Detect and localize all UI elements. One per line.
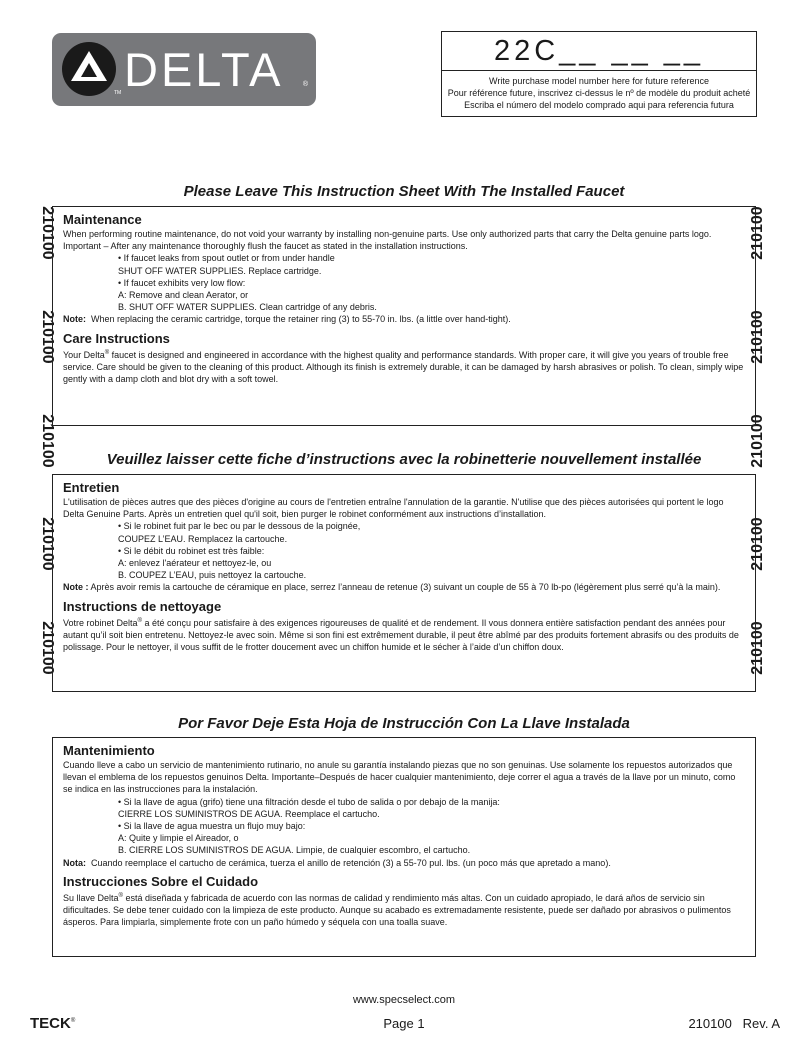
section-en bbox=[52, 206, 756, 426]
side-label-right: 210100 bbox=[749, 517, 766, 571]
bullet-low-flow: • Si la llave de agua muestra un flujo muy bajo: bbox=[118, 821, 306, 832]
note-label: Nota: bbox=[63, 857, 86, 868]
care-body: Su llave Delta® está diseñada y fabricada de acuerdo con las normas de calidad y rendimiento más altas. Con un cuidado apropiado, le dará años de servicio sin dificultades. Se debe tener cuidado con la limpieza de este producto. Aunque su acabado es extremadamente resistente, puede ser dañado por abrasivos o pulimentos ásperos. Para limpiarla, simplemente frote con un paño húmedo y séquela con una toalla suave. bbox=[63, 892, 731, 928]
side-label-left: 210100 bbox=[39, 206, 56, 260]
model-number: 22C__ __ __ bbox=[442, 32, 756, 71]
note-label: Note: bbox=[63, 314, 86, 325]
maintenance-title: Mantenimiento bbox=[63, 743, 155, 758]
care-body: Your Delta® faucet is designed and engineered in accordance with the highest quality and performance standards. With proper care, it will give you years of trouble free service. Care should be given to the cleaning of this product. Although its finish is extremely durable, it can be damaged by harsh abrasives or polish. To clean, simply wipe gently with a damp cloth and blot dry with a soft towel. bbox=[63, 349, 744, 385]
section-fr bbox=[52, 474, 756, 692]
section-es bbox=[52, 737, 756, 957]
care-title: Instructions de nettoyage bbox=[63, 598, 222, 614]
model-line-en: Write purchase model number here for future reference bbox=[489, 76, 709, 86]
bullet-low-flow: • Si le débit du robinet est très faible: bbox=[118, 545, 265, 556]
bullet-low-flow-a: A: Remove and clean Aerator, or bbox=[118, 290, 249, 301]
revision: 210100 Rev. A bbox=[688, 1016, 780, 1031]
bullet-low-flow-b: B. SHUT OFF WATER SUPPLIES. Clean cartridge of any debris. bbox=[118, 302, 377, 313]
maintenance-title: Maintenance bbox=[63, 212, 142, 227]
logo-text: DELTA bbox=[124, 43, 284, 96]
delta-triangle-icon bbox=[61, 41, 117, 97]
logo-tm: TM bbox=[114, 90, 122, 96]
model-line-es: Escriba el número del modelo comprado aqui para referencia futura bbox=[464, 100, 734, 110]
note-text: Cuando reemplace el cartucho de cerámica, tuerza el anillo de retención (3) a 55-70 pul. lbs. (un poco más que apretado a mano). bbox=[91, 857, 611, 868]
heading-es: Por Favor Deje Esta Hoja de Instrucción Con La Llave Instalada bbox=[178, 715, 630, 732]
care-title: Care Instructions bbox=[63, 330, 170, 346]
side-label-right: 210100 bbox=[749, 414, 766, 468]
bullet-low-flow-b: B. COUPEZ L’EAU, puis nettoyez la cartouche. bbox=[118, 570, 307, 581]
note-text: Après avoir remis la cartouche de céramique en place, serrez l’anneau de retenue (3) suivant un couple de 55 à 70 lb-po (légèrement plus serré qu’à la main). bbox=[90, 582, 721, 593]
heading-fr: Veuillez laisser cette fiche d’instructions avec la robinetterie nouvellement installée bbox=[106, 451, 702, 468]
note bbox=[63, 313, 745, 325]
model-line-fr: Pour référence future, inscrivez ci-dessus le nº de modèle du produit acheté bbox=[447, 88, 751, 98]
note-label: Note : bbox=[63, 582, 89, 593]
maintenance-title: Entretien bbox=[63, 480, 120, 495]
bullet-leak-action: COUPEZ L’EAU. Remplacez la cartouche. bbox=[118, 533, 288, 544]
model-number-box bbox=[441, 31, 757, 117]
side-label-left: 210100 bbox=[39, 310, 56, 364]
note bbox=[63, 581, 745, 593]
care-body: Votre robinet Delta® a été conçu pour satisfaire à des exigences rigoureuses de qualité et de rendement. Il vous donnera entière satisfaction pendant des années pour autant qu’il soit bien entretenu. Nettoyez-le avec soin. Même si son fini est extrêmement durable, il peut être abîmé par des produits fortement abrasifs ou des produits de polissage. Pour le nettoyer, il vous suffit de le frotter doucement avec un chiffon humide et le sécher à l’aide d’un chiffon doux. bbox=[63, 617, 739, 653]
bullet-leak-action: CIERRE LOS SUMINISTROS DE AGUA. Reemplace el cartucho. bbox=[118, 808, 380, 819]
bullet-low-flow-a: A: enlevez l'aérateur et nettoyez-le, ou bbox=[118, 558, 272, 569]
maintenance-body: When performing routine maintenance, do not void your warranty by installing non-genuine parts. Use only authorized parts that carry the Delta genuine parts logo. Important – After any maintenance thoroughly flush the faucet as stated in the installation instructions. bbox=[63, 229, 712, 252]
bullet-leak: • Si la llave de agua (grifo) tiene una filtración desde el tubo de salida o por debajo de la manija: bbox=[118, 796, 500, 807]
bullet-leak: • Si le robinet fuit par le bec ou par le dessous de la poignée, bbox=[118, 521, 361, 532]
heading-en: Please Leave This Instruction Sheet With The Installed Faucet bbox=[183, 183, 625, 200]
note bbox=[63, 857, 745, 869]
maintenance-body: Cuando lleve a cabo un servicio de mantenimiento rutinario, no anule su garantía instalando piezas que no son genuinas. Use solamente los repuestos autorizados que llevan el emblema de los repuestos genuinos Delta. Importante–Después de hacer cualquier mantenimiento, deje correr el agua a través de la llave por un minuto, como se indica en las instrucciones para la instalación. bbox=[63, 760, 736, 795]
maintenance-body: L'utilisation de pièces autres que des pièces d'origine au cours de l'entretien entraîne l'annulation de la garantie. N'utilise que des pièces autorisées qui portent le logo Delta Genuine Parts. Après un entretien quel qu'il soit, bien purger le robinet conformément aux instructions d’installation. bbox=[63, 497, 724, 520]
bullet-low-flow-a: A: Quite y limpie el Aireador, o bbox=[118, 833, 239, 844]
logo-reg: ® bbox=[302, 81, 308, 88]
side-label-right: 210100 bbox=[749, 310, 766, 364]
side-label-left: 210100 bbox=[39, 621, 56, 675]
bullet-low-flow: • If faucet exhibits very low flow: bbox=[118, 277, 246, 288]
brand-teck: TECK® bbox=[30, 1015, 76, 1032]
side-label-left: 210100 bbox=[39, 414, 56, 468]
note-text: When replacing the ceramic cartridge, torque the retainer ring (3) to 55-70 in. lbs. (a little over hand-tight). bbox=[91, 314, 511, 325]
care-title: Instrucciones Sobre el Cuidado bbox=[63, 873, 259, 889]
bullet-leak: • If faucet leaks from spout outlet or from under handle bbox=[118, 253, 335, 264]
delta-logo bbox=[52, 33, 316, 106]
footer-url: www.specselect.com bbox=[352, 994, 456, 1006]
side-label-left: 210100 bbox=[39, 517, 56, 571]
model-instructions bbox=[442, 75, 756, 111]
side-label-right: 210100 bbox=[749, 621, 766, 675]
side-label-right: 210100 bbox=[749, 206, 766, 260]
bullet-low-flow-b: B. CIERRE LOS SUMINISTROS DE AGUA. Limpie, de cualquier escombro, el cartucho. bbox=[118, 845, 471, 856]
bullet-leak-action: SHUT OFF WATER SUPPLIES. Replace cartridge. bbox=[118, 265, 322, 276]
page-number: Page 1 bbox=[383, 1016, 425, 1031]
